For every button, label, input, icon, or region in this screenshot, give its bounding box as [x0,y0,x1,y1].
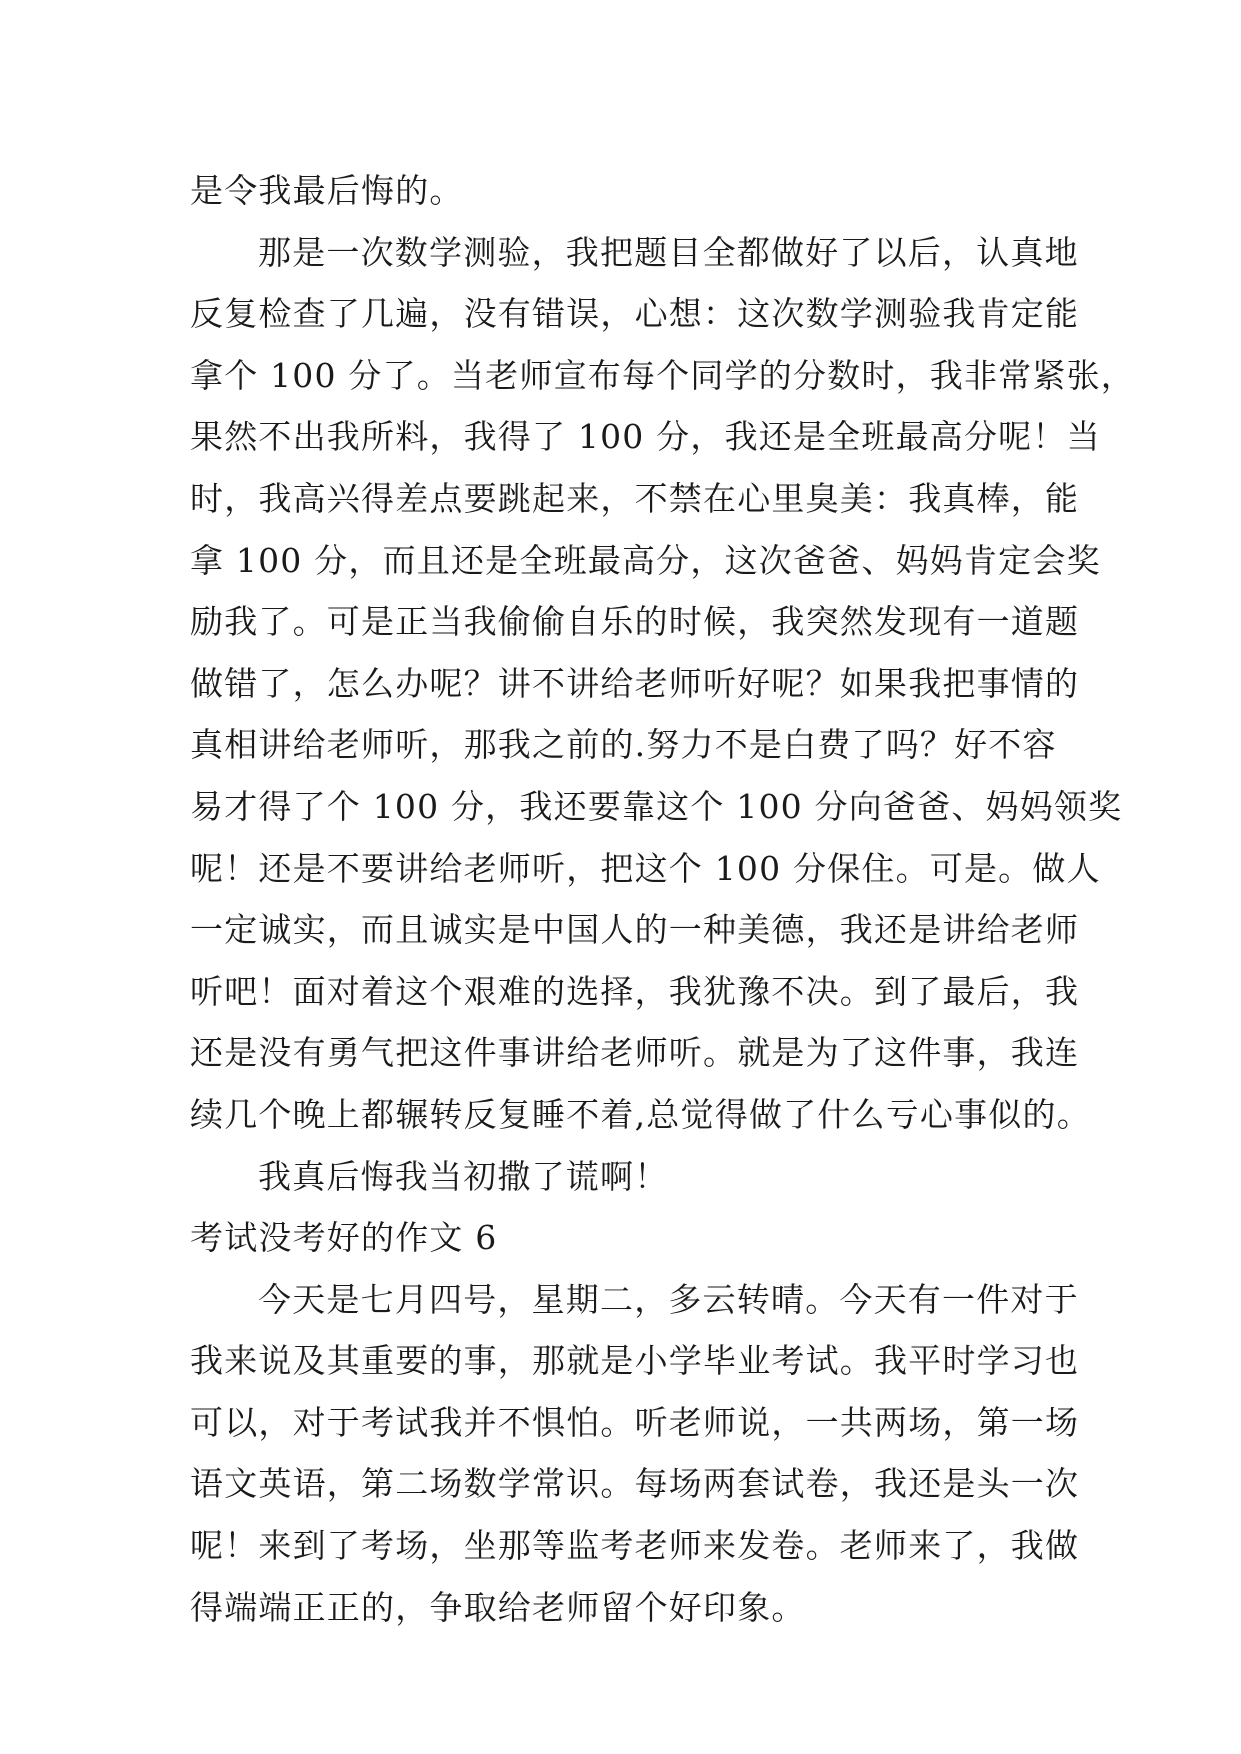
text-line: 还是没有勇气把这件事讲给老师听。就是为了这件事，我连 [190,1033,1080,1073]
text-line: 做错了，怎么办呢？讲不讲给老师听好呢？如果我把事情的 [190,663,1080,703]
text-line: 拿个 100 分了。当老师宣布每个同学的分数时，我非常紧张， [190,355,1135,395]
paragraph-first-line: 那是一次数学测验，我把题目全都做好了以后，认真地 [258,232,1079,272]
text-line: 果然不出我所料，我得了 100 分，我还是全班最高分呢！当 [190,417,1101,457]
essay-5-continuation [190,160,1135,1207]
text-line: 一定诚实，而且诚实是中国人的一种美德，我还是讲给老师 [190,910,1080,950]
text-line: 我来说及其重要的事，那就是小学毕业考试。我平时学习也 [190,1341,1080,1381]
text-line: 反复检查了几遍，没有错误，心想：这次数学测验我肯定能 [190,294,1080,334]
text-line: 时，我高兴得差点要跳起来，不禁在心里臭美：我真棒，能 [190,478,1080,518]
text-line: 可以，对于考试我并不惧怕。听老师说，一共两场，第一场 [190,1402,1080,1442]
text-line: 真相讲给老师听，那我之前的.努力不是白费了吗？好不容 [190,725,1057,765]
text-line: 是令我最后悔的。 [190,171,464,210]
text-line: 呢！还是不要讲给老师听，把这个 100 分保住。可是。做人 [190,848,1101,888]
text-line: 得端端正正的，争取给老师留个好印象。 [190,1587,806,1627]
paragraph-first-line: 今天是七月四号，星期二，多云转晴。今天有一件对于 [258,1279,1079,1319]
text-line: 呢！来到了考场，坐那等监考老师来发卷。老师来了，我做 [190,1526,1080,1566]
essay-heading: 考试没考好的作文 6 [190,1218,498,1258]
paragraph-first-line: 我真后悔我当初撒了谎啊！ [258,1156,669,1196]
text-line: 听吧！面对着这个艰难的选择，我犹豫不决。到了最后，我 [190,971,1080,1011]
essay-6 [190,1207,1080,1638]
text-line: 易才得了个 100 分，我还要靠这个 100 分向爸爸、妈妈领奖 [190,786,1123,826]
document-page [190,160,1135,1638]
text-line: 拿 100 分，而且还是全班最高分，这次爸爸、妈妈肯定会奖 [190,540,1101,580]
text-line: 续几个晚上都辗转反复睡不着,总觉得做了什么亏心事似的。 [190,1094,1091,1134]
text-line: 励我了。可是正当我偷偷自乐的时候，我突然发现有一道题 [190,602,1080,642]
text-line: 语文英语，第二场数学常识。每场两套试卷，我还是头一次 [190,1464,1080,1504]
